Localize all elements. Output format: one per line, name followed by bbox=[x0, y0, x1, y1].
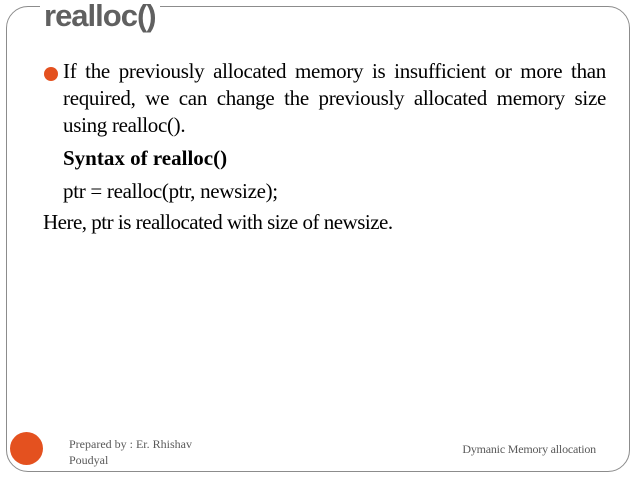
footer-topic: Dymanic Memory allocation bbox=[462, 442, 596, 456]
explanation-text: Here, ptr is reallocated with size of newsize. bbox=[43, 210, 393, 234]
slide-title: realloc() bbox=[40, 0, 160, 36]
bullet-text: If the previously allocated memory is insufficient or more than required, we can change the previously allocated memory size using realloc(). bbox=[63, 59, 606, 137]
footer-circle-icon bbox=[10, 432, 43, 465]
footer-author: Prepared by : Er. Rhishav Poudyal bbox=[69, 437, 192, 467]
bullet-item bbox=[44, 58, 606, 139]
code-line: ptr = realloc(ptr, newsize); bbox=[63, 179, 278, 203]
bullet-dot-icon bbox=[44, 67, 58, 81]
syntax-heading: Syntax of realloc() bbox=[63, 146, 228, 170]
